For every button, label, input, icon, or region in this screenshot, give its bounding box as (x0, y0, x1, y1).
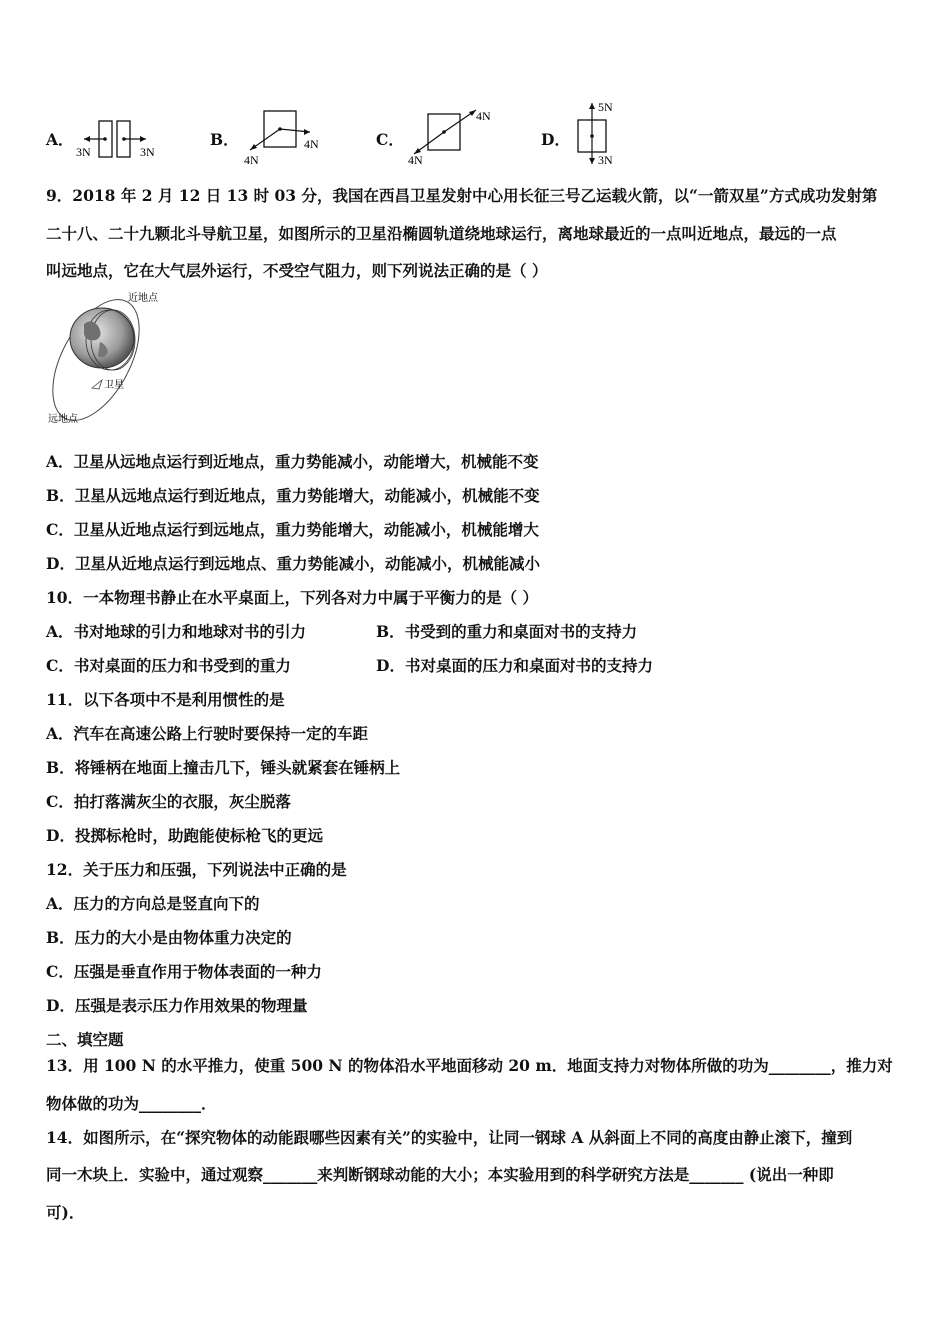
q10-option-b: B．书受到的重力和桌面对书的支持力 (376, 622, 638, 641)
q8-b-force-right: 4N (304, 137, 319, 151)
q12-stem: 12．关于压力和压强，下列说法中正确的是 (46, 860, 347, 879)
section-fill-in-heading: 二、填空题 (46, 1030, 124, 1049)
q13-line-1: 13．用 100 N 的水平推力，使重 500 N 的物体沿水平地面移动 20 m．地面支持力对物体所做的功为________，推力对 (46, 1056, 893, 1075)
q9-stem-line-3: 叫远地点，它在大气层外运行，不受空气阻力，则下列说法正确的是（ ） (46, 261, 548, 280)
q11-option-c: C．拍打落满灰尘的衣服，灰尘脱落 (46, 792, 291, 811)
q13-line-2: 物体做的功为________． (46, 1094, 217, 1113)
q9-option-c: C．卫星从近地点运行到远地点，重力势能增大，动能减小，机械能增大 (46, 520, 539, 539)
q9-satellite-label: 卫星 (104, 380, 124, 391)
q12-option-d: D．压强是表示压力作用效果的物理量 (46, 996, 308, 1015)
q9-perigee-label: 近地点 (128, 293, 158, 304)
q11-option-d: D．投掷标枪时，助跑能使标枪飞的更远 (46, 826, 323, 845)
q12-option-c: C．压强是垂直作用于物体表面的一种力 (46, 962, 322, 981)
q10-option-a: A．书对地球的引力和地球对书的引力 (46, 622, 307, 641)
q8-a-force-right: 3N (140, 145, 155, 159)
q9-stem-line-1: 9．2018 年 2 月 12 日 13 时 03 分，我国在西昌卫星发射中心用长征三号乙运载火箭，以“一箭双星”方式成功发射第 (46, 186, 878, 205)
q9-option-b: B．卫星从远地点运行到近地点，重力势能增大，动能减小，机械能不变 (46, 486, 540, 505)
q10-option-d: D．书对桌面的压力和桌面对书的支持力 (376, 656, 653, 675)
q9-option-d: D．卫星从近地点运行到远地点、重力势能减小，动能减小，机械能减小 (46, 554, 540, 573)
q10-option-c: C．书对桌面的压力和书受到的重力 (46, 656, 291, 675)
q8-option-d-figure (566, 98, 636, 168)
q14-line-3: 可)． (46, 1203, 85, 1222)
q9-satellite-orbit-figure (44, 288, 184, 428)
q8-option-c-figure (402, 98, 502, 168)
q12-option-a: A．压力的方向总是竖直向下的 (46, 894, 260, 913)
q11-option-b: B．将锤柄在地面上撞击几下，锤头就紧套在锤柄上 (46, 758, 401, 777)
q12-option-b: B．压力的大小是由物体重力决定的 (46, 928, 292, 947)
q11-option-a: A．汽车在高速公路上行驶时要保持一定的车距 (46, 724, 369, 743)
q8-option-d-label: D． (541, 130, 570, 149)
q8-d-force-up: 5N (598, 100, 613, 114)
q8-option-c-label: C． (376, 130, 404, 149)
q8-c-force-down: 4N (408, 153, 423, 167)
q8-option-b-figure (238, 98, 338, 168)
q14-line-2: 同一木块上．实验中，通过观察_______来判断钢球动能的大小；本实验用到的科学研究方法是_______ (说出一种即 (46, 1165, 834, 1184)
q8-a-force-left: 3N (76, 145, 91, 159)
q10-stem: 10．一本物理书静止在水平桌面上，下列各对力中属于平衡力的是（ ） (46, 588, 538, 607)
q8-b-force-left: 4N (244, 153, 259, 167)
q11-stem: 11．以下各项中不是利用惯性的是 (46, 690, 285, 709)
q9-option-a: A．卫星从远地点运行到近地点，重力势能减小，动能增大，机械能不变 (46, 452, 539, 471)
q8-option-b-label: B． (210, 130, 239, 149)
q8-c-force-up: 4N (476, 109, 491, 123)
q9-stem-line-2: 二十八、二十九颗北斗导航卫星，如图所示的卫星沿椭圆轨道绕地球运行，离地球最近的一点叫近地点，最远的一点 (46, 224, 837, 243)
q8-option-a-figure (72, 98, 162, 168)
q8-d-force-down: 3N (598, 153, 613, 167)
q8-option-a-label: A． (46, 130, 74, 149)
q9-apogee-label: 远地点 (48, 414, 78, 425)
q14-line-1: 14．如图所示，在“探究物体的动能跟哪些因素有关”的实验中，让同一钢球 A 从斜面上不同的高度由静止滚下，撞到 (46, 1128, 853, 1147)
